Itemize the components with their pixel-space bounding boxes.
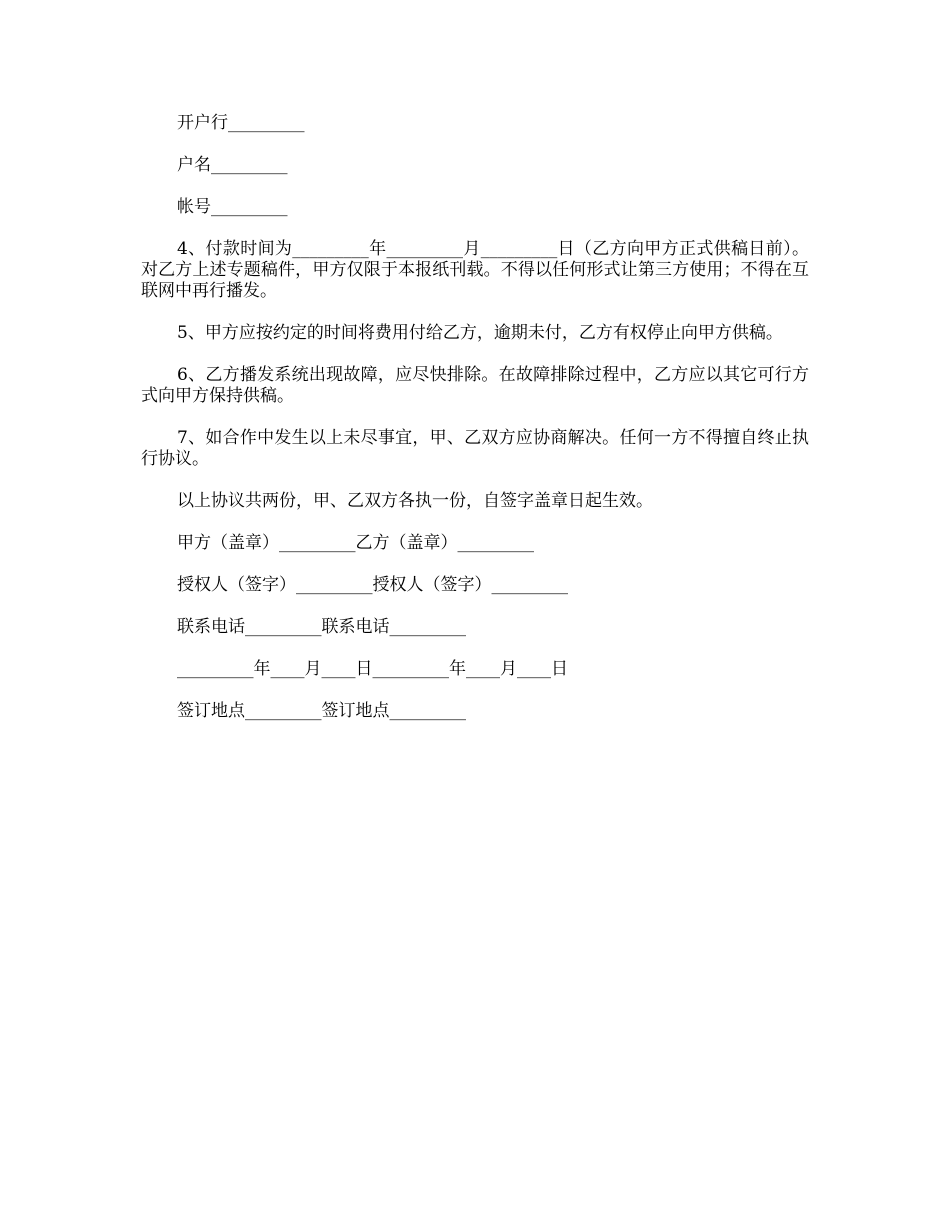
bank-name-field: 开户行_________ — [177, 113, 305, 133]
agreement-copies-statement: 以上协议共两份，甲、乙双方各执一份，自签字盖章日起生效。 — [177, 491, 653, 511]
clause-5-payment-deadline: 5、甲方应按约定的时间将费用付给乙方，逾期未付，乙方有权停止向甲方供稿。 — [177, 323, 783, 343]
clause-6-system-failure: 6、乙方播发系统出现故障，应尽快排除。在故障排除过程中，乙方应以其它可行方式向甲方保持供稿。 — [141, 365, 809, 406]
account-number-field: 帐号_________ — [177, 197, 288, 217]
contact-phone-line: 联系电话_________联系电话_________ — [177, 617, 466, 637]
signing-date-line: _________年____月____日_________年____月____日 — [177, 659, 568, 679]
document-body — [141, 113, 809, 743]
party-seal-line: 甲方（盖章）_________乙方（盖章）_________ — [177, 533, 534, 553]
signing-location-line: 签订地点_________签订地点_________ — [177, 701, 466, 721]
authorized-signature-line: 授权人（签字）_________授权人（签字）_________ — [177, 575, 568, 595]
clause-7-disputes: 7、如合作中发生以上未尽事宜，甲、乙双方应协商解决。任何一方不得擅自终止执行协议。 — [141, 428, 809, 469]
clause-4-payment-time: 4、付款时间为_________年_________月_________日（乙方向甲方正式供稿日前）。对乙方上述专题稿件，甲方仅限于本报纸刊载。不得以任何形式让第三方使用；不得在互联网中再行播发。 — [141, 239, 809, 301]
account-name-field: 户名_________ — [177, 155, 288, 175]
